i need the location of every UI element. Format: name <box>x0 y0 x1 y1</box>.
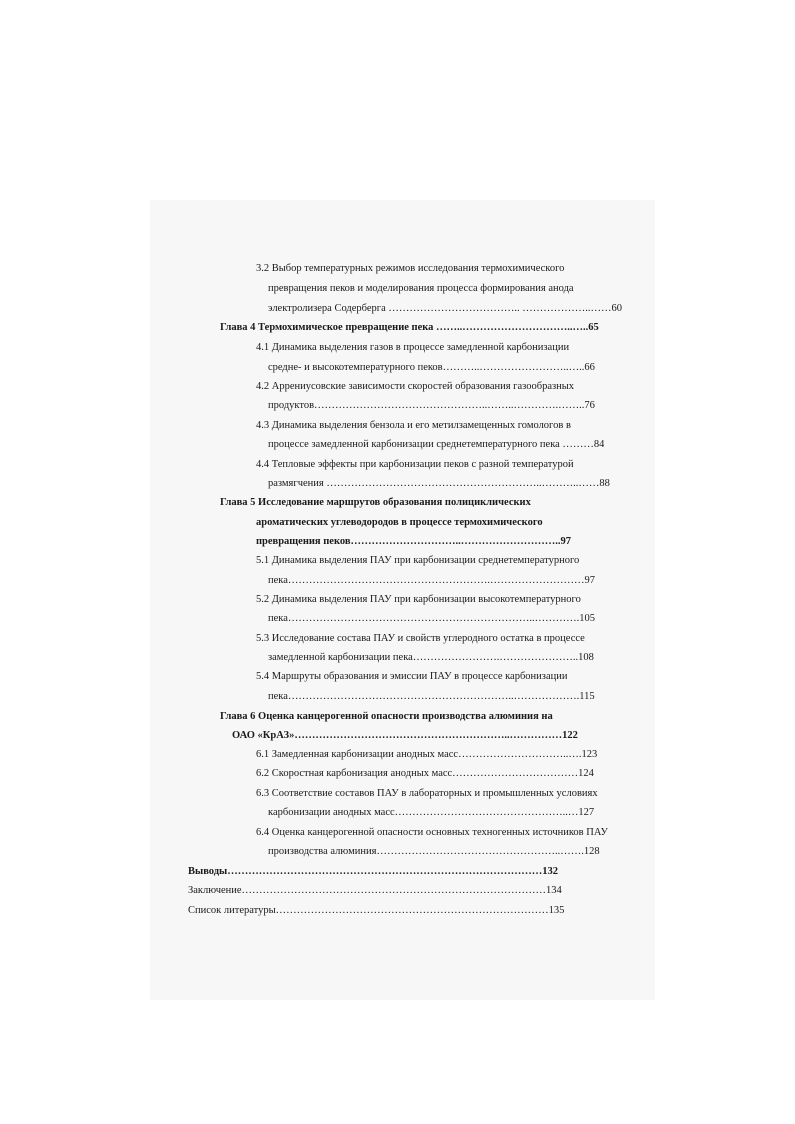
toc-chapter-6-line2: ОАО «КрАЗ»……………………………………………………..……………122 <box>232 730 578 741</box>
toc-conclusions[interactable]: Выводы………………………………………………………………………………132 <box>188 866 559 877</box>
toc-entry-5-4-line2: пека………………………………………………………..……………….115 <box>268 691 595 702</box>
toc-entry-6-4[interactable]: 6.4 Оценка канцерогенной опасности основных техногенных источников ПАУ <box>256 827 608 838</box>
toc-entry-5-3-line2: замедленной карбонизации пека…………………….…………………..108 <box>268 652 594 663</box>
toc-entry-5-1[interactable]: 5.1 Динамика выделения ПАУ при карбонизации среднетемпературного <box>256 555 580 566</box>
toc-entry-5-1-line2: пека………………………………………………….………………………97 <box>268 575 596 586</box>
toc-closing[interactable]: Заключение……………………………………………………………………………134 <box>188 885 562 896</box>
toc-references[interactable]: Список литературы……………………………………………………………………135 <box>188 905 565 916</box>
toc-entry-4-3[interactable]: 4.3 Динамика выделения бензола и его метилзамещенных гомологов в <box>256 420 571 431</box>
toc-entry-3-2-line2: превращения пеков и моделирования процесса формирования анода <box>268 283 574 294</box>
toc-entry-4-2[interactable]: 4.2 Аррениусовские зависимости скоростей образования газообразных <box>256 381 575 392</box>
toc-entry-5-3[interactable]: 5.3 Исследование состава ПАУ и свойств углеродного остатка в процессе <box>256 633 585 644</box>
toc-chapter-5-line3: превращения пеков…………………………..………………………..97 <box>256 536 572 547</box>
toc-entry-6-4-line2: производства алюминия……………………………………………..…….128 <box>268 846 600 857</box>
toc-entry-4-3-line2: процессе замедленной карбонизации среднетемпературного пека ………84 <box>268 439 605 450</box>
toc-entry-4-4-line2: размягчения ……………………………………………………..………..……88 <box>268 478 610 489</box>
toc-entry-3-2[interactable]: 3.2 Выбор температурных режимов исследования термохимического <box>256 263 565 274</box>
toc-entry-6-3[interactable]: 6.3 Соответствие составов ПАУ в лабораторных и промышленных условиях <box>256 788 598 799</box>
toc-entry-5-2-line2: пека……………………………………………………………..………….105 <box>268 613 596 624</box>
toc-chapter-5[interactable]: Глава 5 Исследование маршрутов образования полициклических <box>220 497 531 508</box>
toc-entry-6-1[interactable]: 6.1 Замедленная карбонизации анодных масс…………………………..….123 <box>256 749 598 760</box>
toc-entry-3-2-line3: электролизера Содерберга ……………………………….. ………………..……60 <box>268 303 622 314</box>
toc-entry-5-4[interactable]: 5.4 Маршруты образования и эмиссии ПАУ в процессе карбонизации <box>256 671 568 682</box>
toc-entry-6-3-line2: карбонизации анодных масс…………………………………………..…127 <box>268 807 595 818</box>
toc-entry-4-1-line2: средне- и высокотемпературного пеков………..……………………..…..66 <box>268 362 595 373</box>
toc-entry-4-1[interactable]: 4.1 Динамика выделения газов в процессе замедленной карбонизации <box>256 342 570 353</box>
toc-chapter-5-line2: ароматических углеводородов в процессе термохимического <box>256 517 543 528</box>
toc-entry-5-2[interactable]: 5.2 Динамика выделения ПАУ при карбонизации высокотемпературного <box>256 594 581 605</box>
toc-entry-6-2[interactable]: 6.2 Скоростная карбонизация анодных масс………………………………124 <box>256 768 594 779</box>
toc-entry-4-2-line2: продуктов…………………………………………..……..………….……..76 <box>268 400 595 411</box>
toc-chapter-4[interactable]: Глава 4 Термохимическое превращение пека ……..…………………………..…..65 <box>220 322 599 333</box>
toc-chapter-6[interactable]: Глава 6 Оценка канцерогенной опасности производства алюминия на <box>220 711 553 722</box>
toc-entry-4-4[interactable]: 4.4 Тепловые эффекты при карбонизации пеков с разной температурой <box>256 459 574 470</box>
